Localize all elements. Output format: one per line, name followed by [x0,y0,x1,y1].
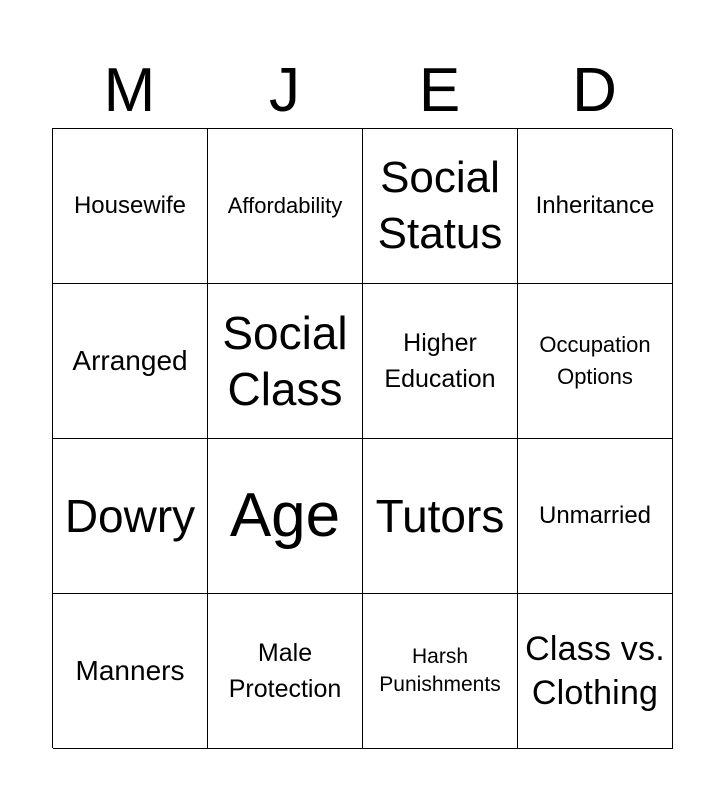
bingo-cell-higher-education[interactable] [363,284,518,439]
bingo-cell-dowry[interactable] [53,439,208,594]
header-letter-j: J [269,56,300,125]
cell-label: Higher Education [384,329,496,393]
cell-label: Occupation Options [539,332,651,389]
bingo-board [52,128,672,748]
bingo-cell-occupation-options[interactable] [518,284,673,439]
header-letter-m: M [103,56,156,125]
cell-label: Unmarried [538,502,652,529]
cell-label: Social Status [377,153,503,258]
cell-label: Manners [75,655,185,686]
cell-label: Class vs. Clothing [525,630,665,712]
cell-label: Housewife [73,192,187,219]
cell-label: Age [229,481,341,550]
cell-label: Arranged [72,345,188,376]
bingo-cell-male-protection[interactable] [208,594,363,749]
bingo-cell-arranged[interactable] [53,284,208,439]
cell-label: Harsh Punishments [379,645,501,696]
cell-label: Affordability [227,193,343,218]
bingo-cell-manners[interactable] [53,594,208,749]
header-letter-e: E [418,56,461,125]
bingo-cell-tutors[interactable] [363,439,518,594]
cell-label: Dowry [64,490,196,542]
bingo-cell-inheritance[interactable] [518,129,673,284]
bingo-cell-class-vs-clothing[interactable] [518,594,673,749]
cell-label: Tutors [375,490,505,542]
bingo-cell-harsh-punishments[interactable] [363,594,518,749]
bingo-cell-housewife[interactable] [53,129,208,284]
bingo-cell-social-class[interactable] [208,284,363,439]
bingo-cell-age[interactable] [208,439,363,594]
bingo-cell-affordability[interactable] [208,129,363,284]
cell-label: Social Class [222,307,348,415]
bingo-header [52,55,672,127]
cell-label: Inheritance [535,192,655,219]
bingo-cell-social-status[interactable] [363,129,518,284]
cell-label: Male Protection [228,639,342,703]
bingo-cell-unmarried[interactable] [518,439,673,594]
header-letter-d: D [572,56,617,125]
